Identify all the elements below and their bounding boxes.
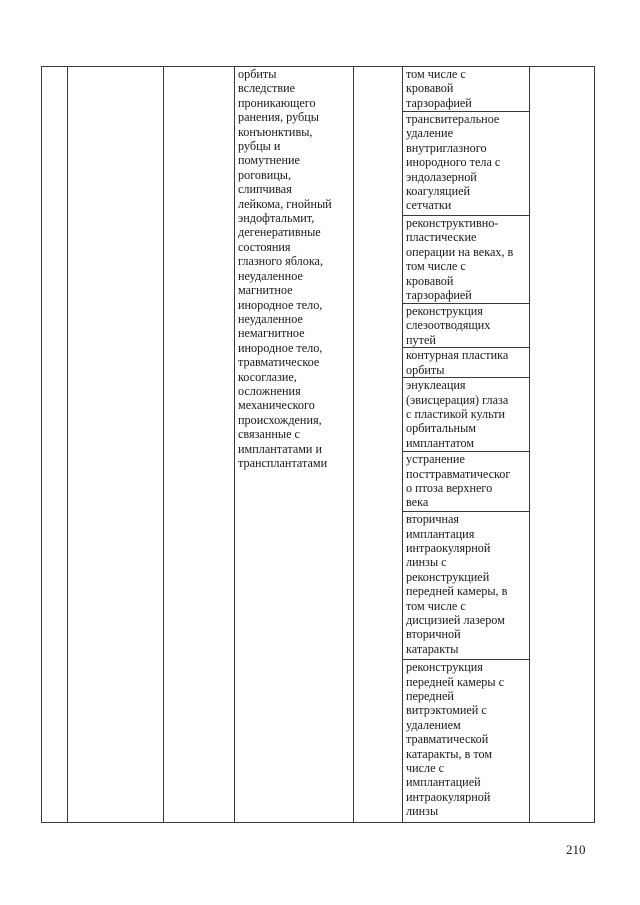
table-body	[42, 67, 595, 823]
procedure-cell: контурная пластика орбиты	[403, 348, 530, 378]
medical-procedures-table	[41, 66, 595, 823]
col-number-cell	[42, 67, 68, 823]
procedure-cell: реконструкция слезоотводящих путей	[403, 304, 530, 348]
procedure-cell: вторичная имплантация интраокулярной линзы с реконструкцией передней камеры, в том числе с дисцизией лазером вторичной катаракты	[403, 512, 530, 660]
procedure-cell: трансвитеральное удаление внутриглазного инородного тела с эндолазерной коагуляцией сетчатки	[403, 112, 530, 216]
condition-cell: орбиты вследствие проникающего ранения, рубцы конъюнктивы, рубцы и помутнение роговицы, слипчивая лейкома, гнойный эндофтальмит, дегенеративные состояния глазного яблока, неудаленное магнитное инородное тело, неудаленное немагнитное инородное тело, травматическое косоглазие, осложнения механического происхождения, связанные с имплантатами и трансплантатами	[235, 67, 354, 823]
col-code-cell	[164, 67, 235, 823]
procedure-cell: энуклеация (эвисцерация) глаза с пластикой культи орбитальным имплантатом	[403, 378, 530, 452]
table-row	[42, 67, 595, 112]
page-number: 210	[566, 842, 586, 857]
procedure-cell: реконструктивно- пластические операции на веках, в том числе с кровавой тарзорафией	[403, 216, 530, 304]
col-cost-cell	[530, 67, 595, 823]
col-patient-model-cell	[354, 67, 403, 823]
procedure-cell: устранение посттравматическог о птоза верхнего века	[403, 452, 530, 512]
col-profile-cell	[68, 67, 164, 823]
procedure-cell: реконструкция передней камеры с передней витрэктомией с удалением травматической катаракты, в том числе с имплантацией интраокулярной линзы	[403, 660, 530, 823]
procedure-cell: том числе с кровавой тарзорафией	[403, 67, 530, 112]
